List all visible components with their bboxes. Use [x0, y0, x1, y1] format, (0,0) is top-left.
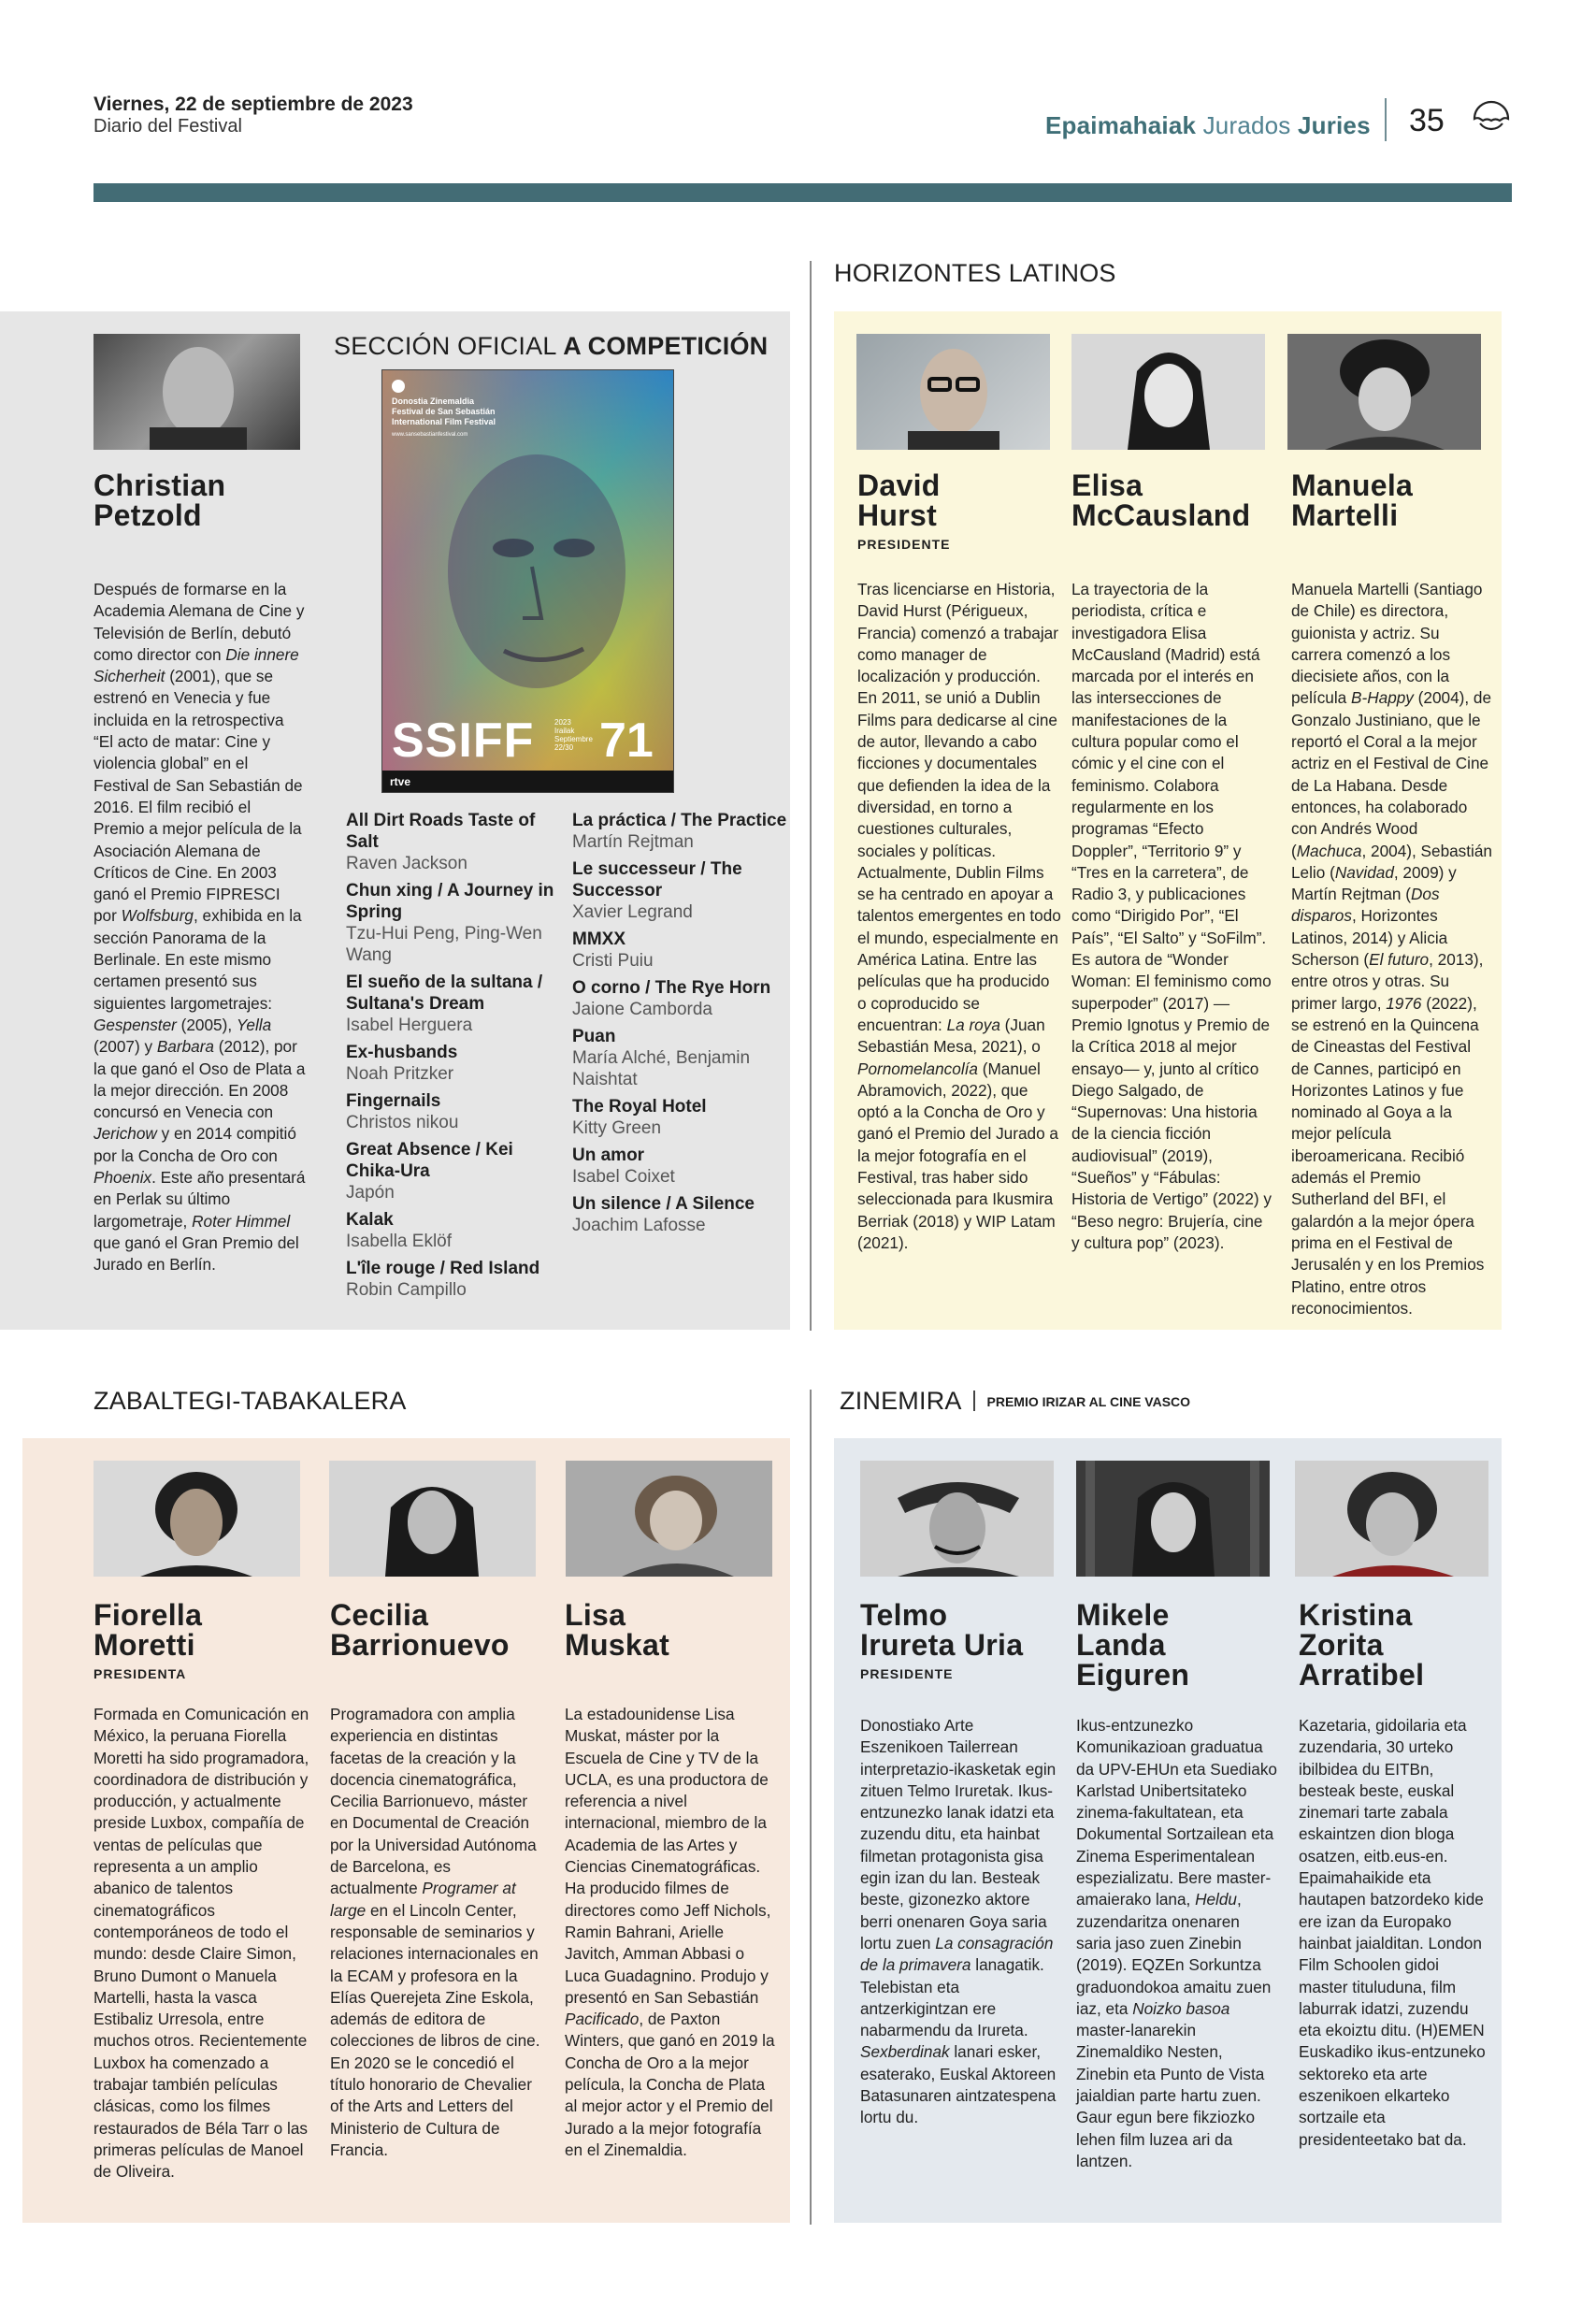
juror-last-name-part: Arratibel	[1299, 1658, 1425, 1692]
zabaltegi-section-label: ZABALTEGI-TABAKALERA	[93, 1387, 407, 1415]
film-title: All Dirt Roads Taste of Salt	[346, 811, 536, 852]
film-entry	[346, 1258, 563, 1301]
film-entry	[346, 972, 563, 1036]
film-entry	[346, 1209, 563, 1252]
film-entry	[572, 858, 789, 923]
juror-first-name: Fiorella	[93, 1598, 203, 1632]
film-director: Xavier Legrand	[572, 902, 693, 922]
juror-name-manuela-martelli	[1291, 470, 1413, 530]
juror-first-name: David	[857, 468, 941, 502]
juror-name-mikele-landa	[1076, 1600, 1189, 1690]
section-title-eu: Epaimahaiak	[1045, 111, 1197, 139]
film-entry	[572, 1193, 789, 1236]
film-entry	[572, 810, 789, 853]
juror-photo-christian-petzold	[93, 334, 300, 450]
section-title-en: Juries	[1297, 111, 1371, 139]
juror-last-name-part: Zorita	[1299, 1628, 1384, 1662]
juror-photo-mikele-landa	[1076, 1461, 1270, 1577]
film-entry	[346, 810, 563, 874]
film-list-left	[346, 810, 563, 1306]
film-director: Isabel Herguera	[346, 1016, 473, 1035]
film-entry	[572, 977, 789, 1020]
header-bar	[93, 183, 1512, 202]
festival-poster	[381, 369, 674, 793]
section-title	[1045, 111, 1371, 140]
juror-photo-lisa-muskat	[566, 1461, 772, 1577]
juror-first-name: Elisa	[1071, 468, 1143, 502]
film-entry	[346, 1042, 563, 1085]
film-title: Fingernails	[346, 1091, 441, 1111]
poster-url: www.sansebastianfestival.com	[392, 432, 468, 438]
column-divider	[810, 261, 812, 1331]
film-list-right	[572, 810, 789, 1242]
film-director: Joachim Lafosse	[572, 1216, 706, 1235]
juror-bio-mikele-landa: Ikus-entzunezko Komunikazioan graduatua da UPV-EHUn eta Suediako Karlstad Unibertsitateko zinema-fakultatean, eta Dokumental Sortzailean eta Zinema Esperimentalean espezializatu. Bere master-amaierako lana, Heldu, zuzendaritza onenaren saria jaso zuen Zinebin (2019). EQZEn Sorkuntza graduondokoa amaitu zuen iaz, eta Noizko basoa master-lanarekin Zinemaldiko Nesten, Zinebin eta Punto de Vista jaialdian parte hartu zuen. Gaur egun bere fikziozko lehen film luzea ari da lantzen.	[1076, 1716, 1277, 2170]
film-entry	[346, 1090, 563, 1133]
poster-line: Donostia Zinemaldia	[392, 396, 475, 406]
film-director: Raven Jackson	[346, 854, 467, 873]
poster-acronym: SSIFF	[392, 713, 535, 768]
poster-sponsor: rtve	[390, 775, 411, 788]
film-director: Japón	[346, 1183, 395, 1203]
film-director: Noah Pritzker	[346, 1064, 454, 1084]
film-title: L'île rouge / Red Island	[346, 1259, 540, 1278]
film-title: Le successeur / The Successor	[572, 859, 742, 901]
header-divider	[1385, 98, 1387, 141]
juror-last-name: Muskat	[565, 1628, 670, 1662]
juror-photo-elisa-mccausland	[1071, 334, 1265, 450]
juror-bio-telmo-irureta: Donostiako Arte Eszenikoen Tailerrean interpretazio-ikasketak egin zituen Telmo Iruretak. Ikus-entzunezko lanak idatzi eta zuzendu ditu, eta hainbat filmetan protagonista gisa egin izan du lan. Besteak beste, gizonezko aktore berri onenaren Goya saria lortu zuen La consagración de la primavera lanagatik. Telebistan eta antzerkigintzan ere nabarmendu da Irureta. Sexberdinak lanari esker, esaterako, Euskal Aktoreen Batasunaren aintzatespena lortu du.	[860, 1716, 1057, 2127]
film-entry	[346, 1139, 563, 1203]
film-director: Robin Campillo	[346, 1280, 467, 1300]
juror-first-name: Christian	[93, 468, 226, 502]
film-title: Un silence / A Silence	[572, 1194, 755, 1214]
film-director: María Alché, Benjamin Naishtat	[572, 1048, 751, 1089]
film-director: Kitty Green	[572, 1118, 662, 1138]
poster-line: International Film Festival	[392, 417, 496, 426]
film-director: Tzu-Hui Peng, Ping-Wen Wang	[346, 924, 542, 965]
film-title: Chun xing / A Journey in Spring	[346, 881, 554, 922]
film-title: El sueño de la sultana / Sultana's Dream	[346, 973, 543, 1014]
film-title: La práctica / The Practice	[572, 811, 787, 830]
juror-first-name: Cecilia	[330, 1598, 429, 1632]
publication-name: Diario del Festival	[93, 116, 242, 137]
film-entry	[572, 1096, 789, 1139]
juror-last-name: Martelli	[1291, 498, 1399, 532]
juror-last-name: Moretti	[93, 1628, 195, 1662]
juror-last-name: Irureta Uria	[860, 1628, 1024, 1662]
section-title-es: Jurados	[1202, 111, 1291, 139]
film-title: Ex-husbands	[346, 1043, 458, 1062]
film-entry	[572, 1145, 789, 1188]
festival-shell-icon	[392, 380, 405, 393]
juror-last-name-part: Eiguren	[1076, 1658, 1190, 1692]
poster-dates: 22/30	[554, 743, 574, 752]
page-number: 35	[1409, 103, 1445, 138]
film-director: Christos nikou	[346, 1113, 459, 1132]
film-director: Jaione Camborda	[572, 1000, 712, 1019]
film-title: Un amor	[572, 1146, 645, 1165]
juror-last-name: Petzold	[93, 498, 202, 532]
shell-icon	[1471, 98, 1512, 139]
juror-last-name	[1076, 1630, 1189, 1690]
juror-bio-fiorella-moretti: Formada en Comunicación en México, la peruana Fiorella Moretti ha sido programadora, coordinadora de distribución y producción, y actualmente preside Luxbox, compañía de ventas de películas que representa a un amplio abanico de talentos cinematográficos contemporáneos de todo el mundo: desde Claire Simon, Bruno Dumont o Manuela Martelli, hasta la vasca Estibaliz Urresola, entre muchos otros. Recientemente Luxbox ha comenzado a trabajar también películas clásicas, como los filmes restaurados de Béla Tarr o las primeras películas de Manoel de Oliveira.	[93, 1705, 309, 2182]
juror-bio-david-hurst: Tras licenciarse en Historia, David Hurst (Périgueux, Francia) comenzó a trabajar como manager de localización y producción. En 2011, se unió a Dublin Films para dedicarse al cine de autor, llevando a cabo ficciones y documentales que defienden la idea de la diversidad, en torno a cuestiones culturales, sociales y políticas. Actualmente, Dublin Films se ha centrado en apoyar a talentos emergentes en todo el mundo, especialmente en América Latina. Entre las películas que ha producido o coproducido se encuentran: La roya (Juan Sebastián Mesa, 2021), o Pornomelancolía (Manuel Abramovich, 2022), que optó a la Concha de Oro y ganó el Premio del Jurado a la mejor fotografía en el Festival, tras haber sido seleccionada para Ikusmira Berriak (2018) y WIP Latam (2021).	[857, 580, 1061, 1252]
film-title: The Royal Hotel	[572, 1097, 707, 1117]
film-entry	[346, 880, 563, 966]
juror-bio-christian-petzold: Después de formarse en la Academia Alemana de Cine y Televisión de Berlín, debutó como director con Die innere Sicherheit (2001), que se estrenó en Venecia y fue incluida en la retrospectiva “El acto de matar: Cine y violencia global” en el Festival de San Sebastián de 2016. El film recibió el Premio a mejor película de la Asociación Alemana de Críticos de Cine. En 2003 ganó el Premio FIPRESCI por Wolfsburg, exhibida en la sección Panorama de la Berlinale. En este mismo certamen presentó sus siguientes largometrajes: Gespenster (2005), Yella (2007) y Barbara (2012), por la que ganó el Oso de Plata a la mejor dirección. En 2008 concursó en Venecia con Jerichow y en 2014 compitió por la Concha de Oro con Phoenix. Este año presentará en Perlak su último largometraje, Roter Himmel que ganó el Gran Premio del Jurado en Berlín.	[93, 580, 306, 1275]
oficial-label-b: A COMPETICIÓN	[563, 332, 769, 360]
poster-year: 2023	[554, 718, 571, 727]
juror-photo-cecilia-barrionuevo	[329, 1461, 536, 1577]
juror-role: PRESIDENTA	[93, 1666, 187, 1681]
juror-name-lisa-muskat	[565, 1600, 669, 1660]
juror-photo-kristina-zorita	[1295, 1461, 1488, 1577]
poster-line: Festival de San Sebastián	[392, 407, 496, 416]
juror-photo-david-hurst	[856, 334, 1050, 450]
juror-role: PRESIDENTE	[857, 537, 951, 552]
juror-first-name: Telmo	[860, 1598, 948, 1632]
zinemira-sublabel: PREMIO IRIZAR AL CINE VASCO	[986, 1394, 1191, 1409]
film-director: Isabel Coixet	[572, 1167, 675, 1187]
juror-first-name: Kristina	[1299, 1598, 1413, 1632]
juror-name-kristina-zorita	[1299, 1600, 1424, 1690]
juror-last-name: McCausland	[1071, 498, 1251, 532]
column-divider	[810, 1390, 812, 2225]
film-title: Kalak	[346, 1210, 394, 1230]
oficial-label-a: SECCIÓN OFICIAL	[334, 332, 556, 360]
film-director: Cristi Puiu	[572, 951, 654, 971]
juror-name-christian-petzold	[93, 470, 225, 530]
film-title: Puan	[572, 1027, 616, 1046]
juror-photo-manuela-martelli	[1287, 334, 1481, 450]
juror-last-name: Hurst	[857, 498, 938, 532]
zinemira-section-label	[840, 1387, 1190, 1416]
juror-bio-manuela-martelli: Manuela Martelli (Santiago de Chile) es directora, guionista y actriz. Su carrera comenzó a los diecisiete años, con la película B-Happy (2004), de Gonzalo Justiniano, que le reportó el Coral a la mejor actriz en el Festival de Cine de La Habana. Desde entonces, ha colaborado con Andrés Wood (Machuca, 2004), Sebastián Lelio (Navidad, 2009) y Martín Rejtman (Dos disparos, Horizontes Latinos, 2014) y Alicia Scherson (El futuro, 2013), entre otros y otras. Su primer largo, 1976 (2022), se estrenó en la Quincena de Cineastas del Festival de Cannes, participó en Horizontes Latinos y fue nominado al Goya a la mejor película iberoamericana. Recibió además el Premio Sutherland del BFI, el galardón a la mejor ópera prima en el Festival de Jerusalén y en los Premios Platino, entre otros reconocimientos.	[1291, 580, 1492, 1318]
film-title: O corno / The Rye Horn	[572, 978, 771, 998]
juror-bio-lisa-muskat: La estadounidense Lisa Muskat, máster por la Escuela de Cine y TV de la UCLA, es una productora de referencia a nivel internacional, miembro de la Academia de las Artes y Ciencias Cinematográficas. Ha producido filmes de directores como Jeff Nichols, Ramin Bahrani, Arielle Javitch, Amman Abbasi o Luca Guadagnino. Produjo y presentó en San Sebastián Pacificado, de Paxton Winters, que ganó en 2019 la Concha de Oro a la mejor película, la Concha de Plata al mejor actor y el Premio del Jurado a la mejor fotografía en el Zinemaldia.	[565, 1705, 775, 2159]
juror-first-name: Manuela	[1291, 468, 1414, 502]
juror-last-name: Barrionuevo	[330, 1628, 510, 1662]
film-entry	[572, 929, 789, 972]
juror-last-name	[1299, 1630, 1424, 1690]
juror-name-elisa-mccausland	[1071, 470, 1250, 530]
label-divider	[973, 1391, 975, 1411]
juror-bio-elisa-mccausland: La trayectoria de la periodista, crítica e investigadora Elisa McCausland (Madrid) está marcada por el interés en las intersecciones de manifestaciones de la cultura popular como el cómic y el cine con el feminismo. Colabora regularmente en los programas “Efecto Doppler”, “Territorio 9” y “Tres en la carretera”, de Radio 3, y publicaciones como “Dirigido Por”, “El País”, “El Salto” y “SoFilm”. Es autora de “Wonder Woman: El feminismo como superpoder” (2017) —Premio Ignotus y Premio de la Crítica 2018 al mejor ensayo— y, junto al crítico Diego Salgado, de “Supernovas: Una historia de la ciencia ficción audiovisual” (2019), “Sueños” y “Fábulas: Historia de Vertigo” (2022) y “Beso negro: Brujería, cine y cultura pop” (2023).	[1071, 580, 1272, 1252]
film-director: Martín Rejtman	[572, 832, 694, 852]
poster-dates: Septiembre	[554, 735, 593, 743]
juror-bio-cecilia-barrionuevo: Programadora con amplia experiencia en distintas facetas de la creación y la docencia cinematográfica, Cecilia Barrionuevo, máster en Documental de Creación por la Universidad Autónoma de Barcelona, es actualmente Programer at large en el Lincoln Center, responsable de seminarios y relaciones internacionales en la ECAM y profesora en la Elías Querejeta Zine Eskola, además de editora de colecciones de libros de cine. En 2020 se le concedió el título honorario de Chevalier of the Arts and Letters del Ministerio de Cultura de Francia.	[330, 1705, 540, 2159]
juror-photo-telmo-irureta	[860, 1461, 1054, 1577]
poster-dates: Irailak	[554, 727, 575, 735]
horizontes-section-label: HORIZONTES LATINOS	[834, 259, 1116, 287]
juror-name-david-hurst	[857, 470, 941, 530]
zinemira-label: ZINEMIRA	[840, 1387, 962, 1415]
juror-name-cecilia-barrionuevo	[330, 1600, 510, 1660]
juror-first-name: Mikele	[1076, 1598, 1170, 1632]
film-entry	[572, 1026, 789, 1090]
juror-first-name: Lisa	[565, 1598, 626, 1632]
juror-name-fiorella-moretti	[93, 1600, 202, 1660]
film-title: Great Absence / Kei Chika-Ura	[346, 1140, 513, 1181]
film-title: MMXX	[572, 929, 625, 949]
film-director: Isabella Eklöf	[346, 1232, 453, 1251]
poster-edition: 71	[599, 713, 654, 768]
juror-bio-kristina-zorita: Kazetaria, gidoilaria eta zuzendaria, 30 urteko ibilbidea du EITBn, besteak beste, euskal zinemari tarte zabala eskaintzen dion bloga osatzen, eitb.eus-en. Epaimahaikide eta hautapen batzordeko kide ere izan da Europako hainbat jaialditan. London Film Schoolen gidoi master tituluduna, film laburrak idatzi, zuzendu eta ekoiztu ditu. (H)EMEN Euskadiko ikus-entzuneko sektoreko eta arte eszenikoen elkarteko sortzaile eta presidenteetako bat da.	[1299, 1716, 1486, 2149]
juror-name-telmo-irureta	[860, 1600, 1023, 1660]
juror-role: PRESIDENTE	[860, 1666, 954, 1681]
oficial-section-label	[334, 332, 768, 361]
issue-date: Viernes, 22 de septiembre de 2023	[93, 94, 413, 115]
juror-last-name-part: Landa	[1076, 1628, 1166, 1662]
juror-photo-fiorella-moretti	[93, 1461, 300, 1577]
